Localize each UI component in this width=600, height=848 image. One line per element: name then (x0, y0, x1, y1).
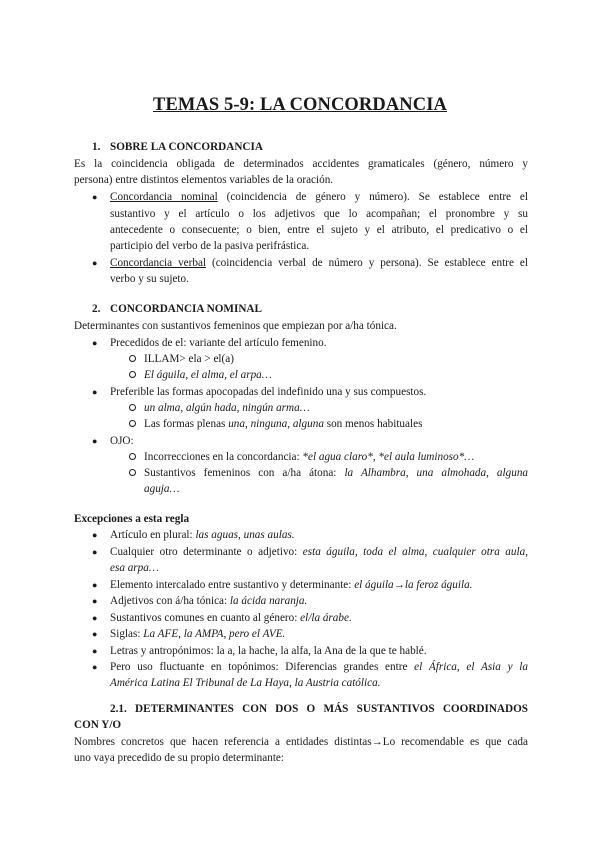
bullet-dot-icon: ● (92, 338, 98, 348)
incorrect-agreement-examples: *el agua claro*, *el aula luminoso*… (302, 451, 475, 463)
full-forms-suffix: son menos habituales (323, 418, 423, 430)
nominal-agreement-line-4: participio del verbo de la pasiva perifrástica. (110, 240, 310, 252)
bullet-dot-icon: ● (92, 613, 98, 623)
nominal-agreement-line-1 (110, 189, 528, 205)
exceptions-heading: Excepciones a esta regla (74, 513, 190, 525)
nominal-agreement-text: (coincidencia de género y número). Se establece entre el (217, 191, 528, 203)
exception-item (110, 577, 472, 593)
bullet-circle-icon (129, 453, 136, 460)
section-2-1-heading-line-1: 2.1. DETERMINANTES CON DOS O MÁS SUSTANTIVOS COORDINADOS (110, 703, 528, 715)
section-1-heading: SOBRE LA CONCORDANCIA (110, 141, 263, 153)
bullet-dot-icon: ● (92, 530, 98, 540)
section-2-number: 2. (92, 303, 101, 315)
etymology-item: ILLAM> ela > el(a) (144, 353, 234, 365)
full-forms-text: Las formas plenas (144, 418, 229, 430)
incorrect-agreement-item (144, 449, 474, 465)
bullet-circle-icon (129, 404, 136, 411)
atonic-nouns-examples: la Alhambra, una almohada, alguna (344, 467, 529, 479)
apocopated-examples-item: un alma, algún hada, ningún arma… (144, 402, 310, 414)
full-forms-examples: una, ninguna, alguna (228, 418, 324, 430)
bullet-dot-icon: ● (92, 580, 98, 590)
bullet-circle-icon (129, 469, 136, 476)
exception-item (110, 626, 285, 642)
apocopated-forms-item: Preferible las formas apocopadas del indefinido una y sus compuestos. (110, 386, 427, 398)
exception-text: Elemento intercalado entre sustantivo y determinante: (110, 579, 355, 591)
exception-example: las aguas, unas aulas. (195, 529, 295, 541)
section-1-paragraph-line-1: Es la coincidencia obligada de determinados accidentes gramaticales (género, número y (74, 158, 528, 170)
article-examples-item: El águila, el alma, el arpa… (144, 369, 272, 381)
exception-example: esta águila, toda el alma, cualquier otra aula, (302, 546, 528, 558)
exception-item (110, 610, 352, 626)
nominal-agreement-line-2: sustantivo y el artículo o los adjetivos que lo acompañan; el pronombre y su (110, 208, 528, 220)
bullet-circle-icon (129, 355, 136, 362)
exception-text: Cualquier otro determinante o adjetivo: (110, 546, 303, 558)
exception-item (110, 527, 295, 543)
exception-item (110, 544, 528, 560)
verbal-agreement-text: (coincidencia verbal de número y persona). Se establece entre el (206, 257, 528, 269)
exception-text: Artículo en plural: (110, 529, 196, 541)
bullet-dot-icon: ● (92, 192, 98, 202)
exception-example: el águila→la feroz águila. (354, 579, 473, 591)
page-title: TEMAS 5-9: LA CONCORDANCIA (153, 95, 447, 115)
verbal-agreement-line-2: verbo y su sujeto. (110, 273, 189, 285)
section-2-heading: CONCORDANCIA NOMINAL (110, 303, 262, 315)
bullet-dot-icon: ● (92, 662, 98, 672)
exception-item: Letras y antropónimos: la a, la hache, la alfa, la Ana de la que te hablé. (110, 645, 427, 657)
exception-text: Siglas: (110, 628, 144, 640)
exception-text: Sustantivos comunes en cuanto al género: (110, 612, 301, 624)
atonic-nouns-item-line-2: aguja… (144, 483, 180, 495)
exception-example: La AFE, la AMPA, pero el AVE. (143, 628, 286, 640)
exception-item-continuation: América Latina El Tribunal de La Haya, la Austria católica. (110, 677, 381, 689)
verbal-agreement-term: Concordancia verbal (110, 257, 207, 269)
bullet-dot-icon: ● (92, 258, 98, 268)
nominal-agreement-line-3: antecedente o consecuente; o bien, entre el sujeto y el atributo, el predicativo o el (110, 224, 528, 236)
bullet-dot-icon: ● (92, 629, 98, 639)
section-2-intro: Determinantes con sustantivos femeninos que empiezan por a/ha tónica. (74, 320, 397, 332)
bullet-dot-icon: ● (92, 547, 98, 557)
note-item: OJO: (110, 435, 134, 447)
section-1-paragraph-line-2: persona) entre distintos elementos variables de la oración. (74, 174, 334, 186)
bullet-dot-icon: ● (92, 646, 98, 656)
section-1-number: 1. (92, 141, 101, 153)
atonic-nouns-text: Sustantivos femeninos con a/ha átona: (144, 467, 345, 479)
exception-item (110, 593, 307, 609)
exception-item (110, 659, 528, 675)
bullet-circle-icon (129, 420, 136, 427)
bullet-dot-icon: ● (92, 387, 98, 397)
verbal-agreement-line-1 (110, 255, 528, 271)
nominal-agreement-term: Concordancia nominal (110, 191, 218, 203)
atonic-nouns-item-line-1 (144, 465, 528, 481)
section-2-1-paragraph-line-2: uno vaya precedido de su propio determinante: (74, 752, 285, 764)
exception-text: Adjetivos con á/ha tónica: (110, 595, 230, 607)
article-variant-item: Precedidos de el: variante del artículo femenino. (110, 337, 327, 349)
section-2-1-heading-line-2: CON Y/O (74, 719, 122, 731)
bullet-dot-icon: ● (92, 596, 98, 606)
bullet-dot-icon: ● (92, 436, 98, 446)
incorrect-agreement-text: Incorrecciones en la concordancia: (144, 451, 303, 463)
section-2-1-paragraph-line-1: Nombres concretos que hacen referencia a entidades distintas→Lo recomendable es que cada (74, 736, 528, 748)
bullet-circle-icon (129, 371, 136, 378)
exception-text: Pero uso fluctuante en topónimos: Diferencias grandes entre (110, 661, 415, 673)
full-forms-item (144, 416, 422, 432)
exception-example: el/la árabe. (300, 612, 352, 624)
exception-example: el África, el Asia y la (414, 661, 528, 673)
exception-item-continuation: esa arpa… (110, 562, 159, 574)
exception-example: la ácida naranja. (229, 595, 308, 607)
